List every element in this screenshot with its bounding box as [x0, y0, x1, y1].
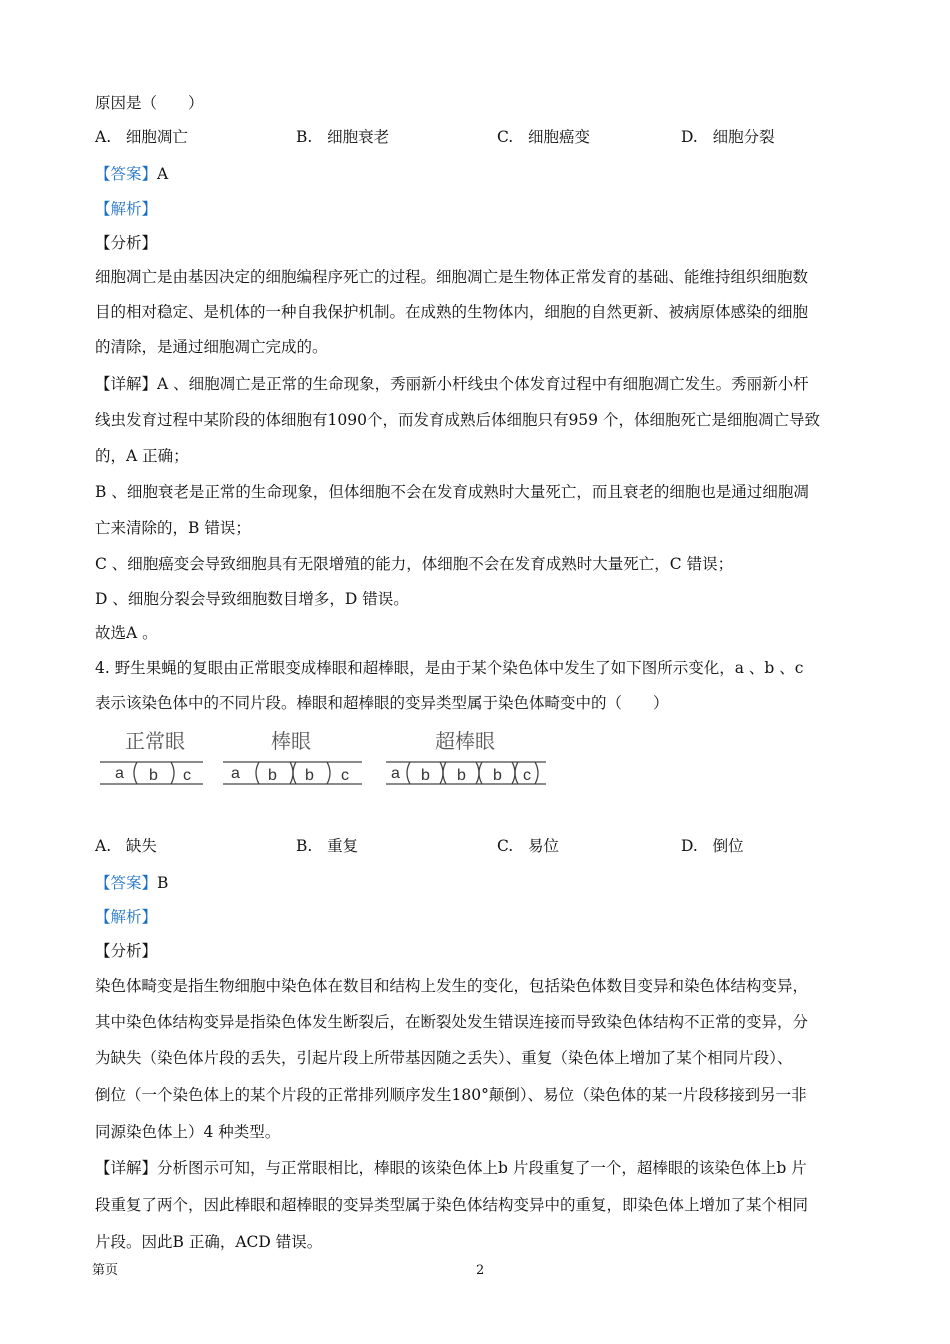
- diagram-label-ultrabar: 超棒眼: [435, 729, 495, 753]
- q3-option-c: C. 细胞癌变: [497, 128, 591, 146]
- q3-fenxi-line: 细胞凋亡是由基因决定的细胞编程序死亡的过程。细胞凋亡是生物体正常发育的基础、能维持组织细胞数: [95, 268, 809, 286]
- q4-stem-line: 4. 野生果蝇的复眼由正常眼变成棒眼和超棒眼，是由于某个染色体中发生了如下图所示变化，a 、b 、c: [95, 659, 804, 677]
- segment-b: b: [493, 767, 502, 784]
- chromosome-diagram: [95, 722, 565, 794]
- q4-xiangjie-line: 【详解】分析图示可知，与正常眼相比，棒眼的该染色体上b 片段重复了一个，超棒眼的该染色体上b 片: [95, 1159, 807, 1177]
- segment-c: c: [183, 767, 191, 784]
- chromosome-ultrabar: [386, 762, 546, 784]
- q3-fenxi-line: 目的相对稳定、是机体的一种自我保护机制。在成熟的生物体内，细胞的自然更新、被病原体感染的细胞: [95, 303, 809, 321]
- q3-stem-tail: 原因是（ ）: [95, 94, 204, 112]
- segment-a: a: [231, 765, 240, 782]
- q4-fenxi-line: 倒位（一个染色体上的某个片段的正常排列顺序发生180°颠倒）、易位（染色体的某一片段移接到另一非: [95, 1086, 807, 1104]
- q3-answer: [95, 163, 865, 185]
- diagram-label-bar: 棒眼: [271, 729, 311, 753]
- q4-option-d: D. 倒位: [681, 837, 744, 855]
- q3-xiangjie-line: D 、细胞分裂会导致细胞数目增多，D 错误。: [95, 590, 409, 608]
- q4-fenxi-line: 同源染色体上）4 种类型。: [95, 1123, 281, 1141]
- q3-jiexi-tag: 【解析】: [95, 200, 158, 218]
- q4-jiexi-tag: 【解析】: [95, 908, 158, 926]
- q3-option-d: D. 细胞分裂: [681, 128, 775, 146]
- q3-xiangjie-line: 故选A 。: [95, 624, 158, 642]
- answer-value: B: [157, 874, 169, 892]
- q4-option-a: A. 缺失: [95, 837, 157, 855]
- segment-b: b: [457, 767, 466, 784]
- diagram-label-normal: 正常眼: [125, 729, 185, 753]
- answer-value: A: [157, 165, 169, 183]
- q4-fenxi-line: 染色体畸变是指生物细胞中染色体在数目和结构上发生的变化，包括染色体数目变异和染色体结构变异，: [95, 977, 809, 995]
- q4-option-c: C. 易位: [497, 837, 560, 855]
- xiangjie-tag: 【详解】: [95, 375, 158, 393]
- q4-xiangjie-line: 段重复了两个，因此棒眼和超棒眼的变异类型属于染色体结构变异中的重复，即染色体上增加了某个相同: [95, 1196, 809, 1214]
- q4-stem-line: 表示该染色体中的不同片段。棒眼和超棒眼的变异类型属于染色体畸变中的（ ）: [95, 694, 669, 712]
- q3-xiangjie-line: 【详解】A 、细胞凋亡是正常的生命现象，秀丽新小杆线虫个体发育过程中有细胞凋亡发生。秀丽新小杆: [95, 375, 809, 393]
- footer-page-number: 2: [476, 1263, 485, 1278]
- segment-b: b: [305, 767, 314, 784]
- q4-answer: [95, 872, 865, 894]
- q4-fenxi-line: 为缺失（染色体片段的丢失，引起片段上所带基因随之丢失）、重复（染色体上增加了某个相同片段）、: [95, 1049, 793, 1067]
- segment-a: a: [391, 765, 400, 782]
- answer-tag: 【答案】: [95, 165, 158, 183]
- q3-xiangjie-line: C 、细胞癌变会导致细胞具有无限增殖的能力，体细胞不会在发育成熟时大量死亡，C 错误；: [95, 555, 734, 573]
- segment-b: b: [421, 767, 430, 784]
- q3-xiangjie-line: 线虫发育过程中某阶段的体细胞有1090个，而发育成熟后体细胞只有959 个，体细胞死亡是细胞凋亡导致: [95, 411, 820, 429]
- q3-xiangjie-line: 的，A 正确；: [95, 447, 189, 465]
- q4-fenxi-line: 其中染色体结构变异是指染色体发生断裂后，在断裂处发生错误连接而导致染色体结构不正常的变异，分: [95, 1013, 809, 1031]
- segment-c: c: [341, 767, 349, 784]
- q4-xiangjie-line: 片段。因此B 正确，ACD 错误。: [95, 1233, 323, 1251]
- q3-xiangjie-line: 亡来清除的，B 错误；: [95, 519, 251, 537]
- segment-a: a: [115, 765, 124, 782]
- xiangjie-tag: 【详解】: [95, 1159, 158, 1177]
- q3-fenxi-line: 的清除，是通过细胞凋亡完成的。: [95, 338, 328, 356]
- q3-option-b: B. 细胞衰老: [296, 128, 390, 146]
- segment-b: b: [149, 767, 158, 784]
- q3-fenxi-tag: 【分析】: [95, 234, 158, 252]
- q4-fenxi-tag: 【分析】: [95, 942, 158, 960]
- segment-b: b: [268, 767, 277, 784]
- segment-c: c: [523, 767, 531, 784]
- q4-option-b: B. 重复: [296, 837, 359, 855]
- answer-tag: 【答案】: [95, 874, 158, 892]
- q3-xiangjie-line: B 、细胞衰老是正常的生命现象，但体细胞不会在发育成熟时大量死亡，而且衰老的细胞也是通过细胞凋: [95, 483, 809, 501]
- footer-page-label: 第页: [92, 1263, 119, 1278]
- q3-option-a: A. 细胞凋亡: [95, 128, 188, 146]
